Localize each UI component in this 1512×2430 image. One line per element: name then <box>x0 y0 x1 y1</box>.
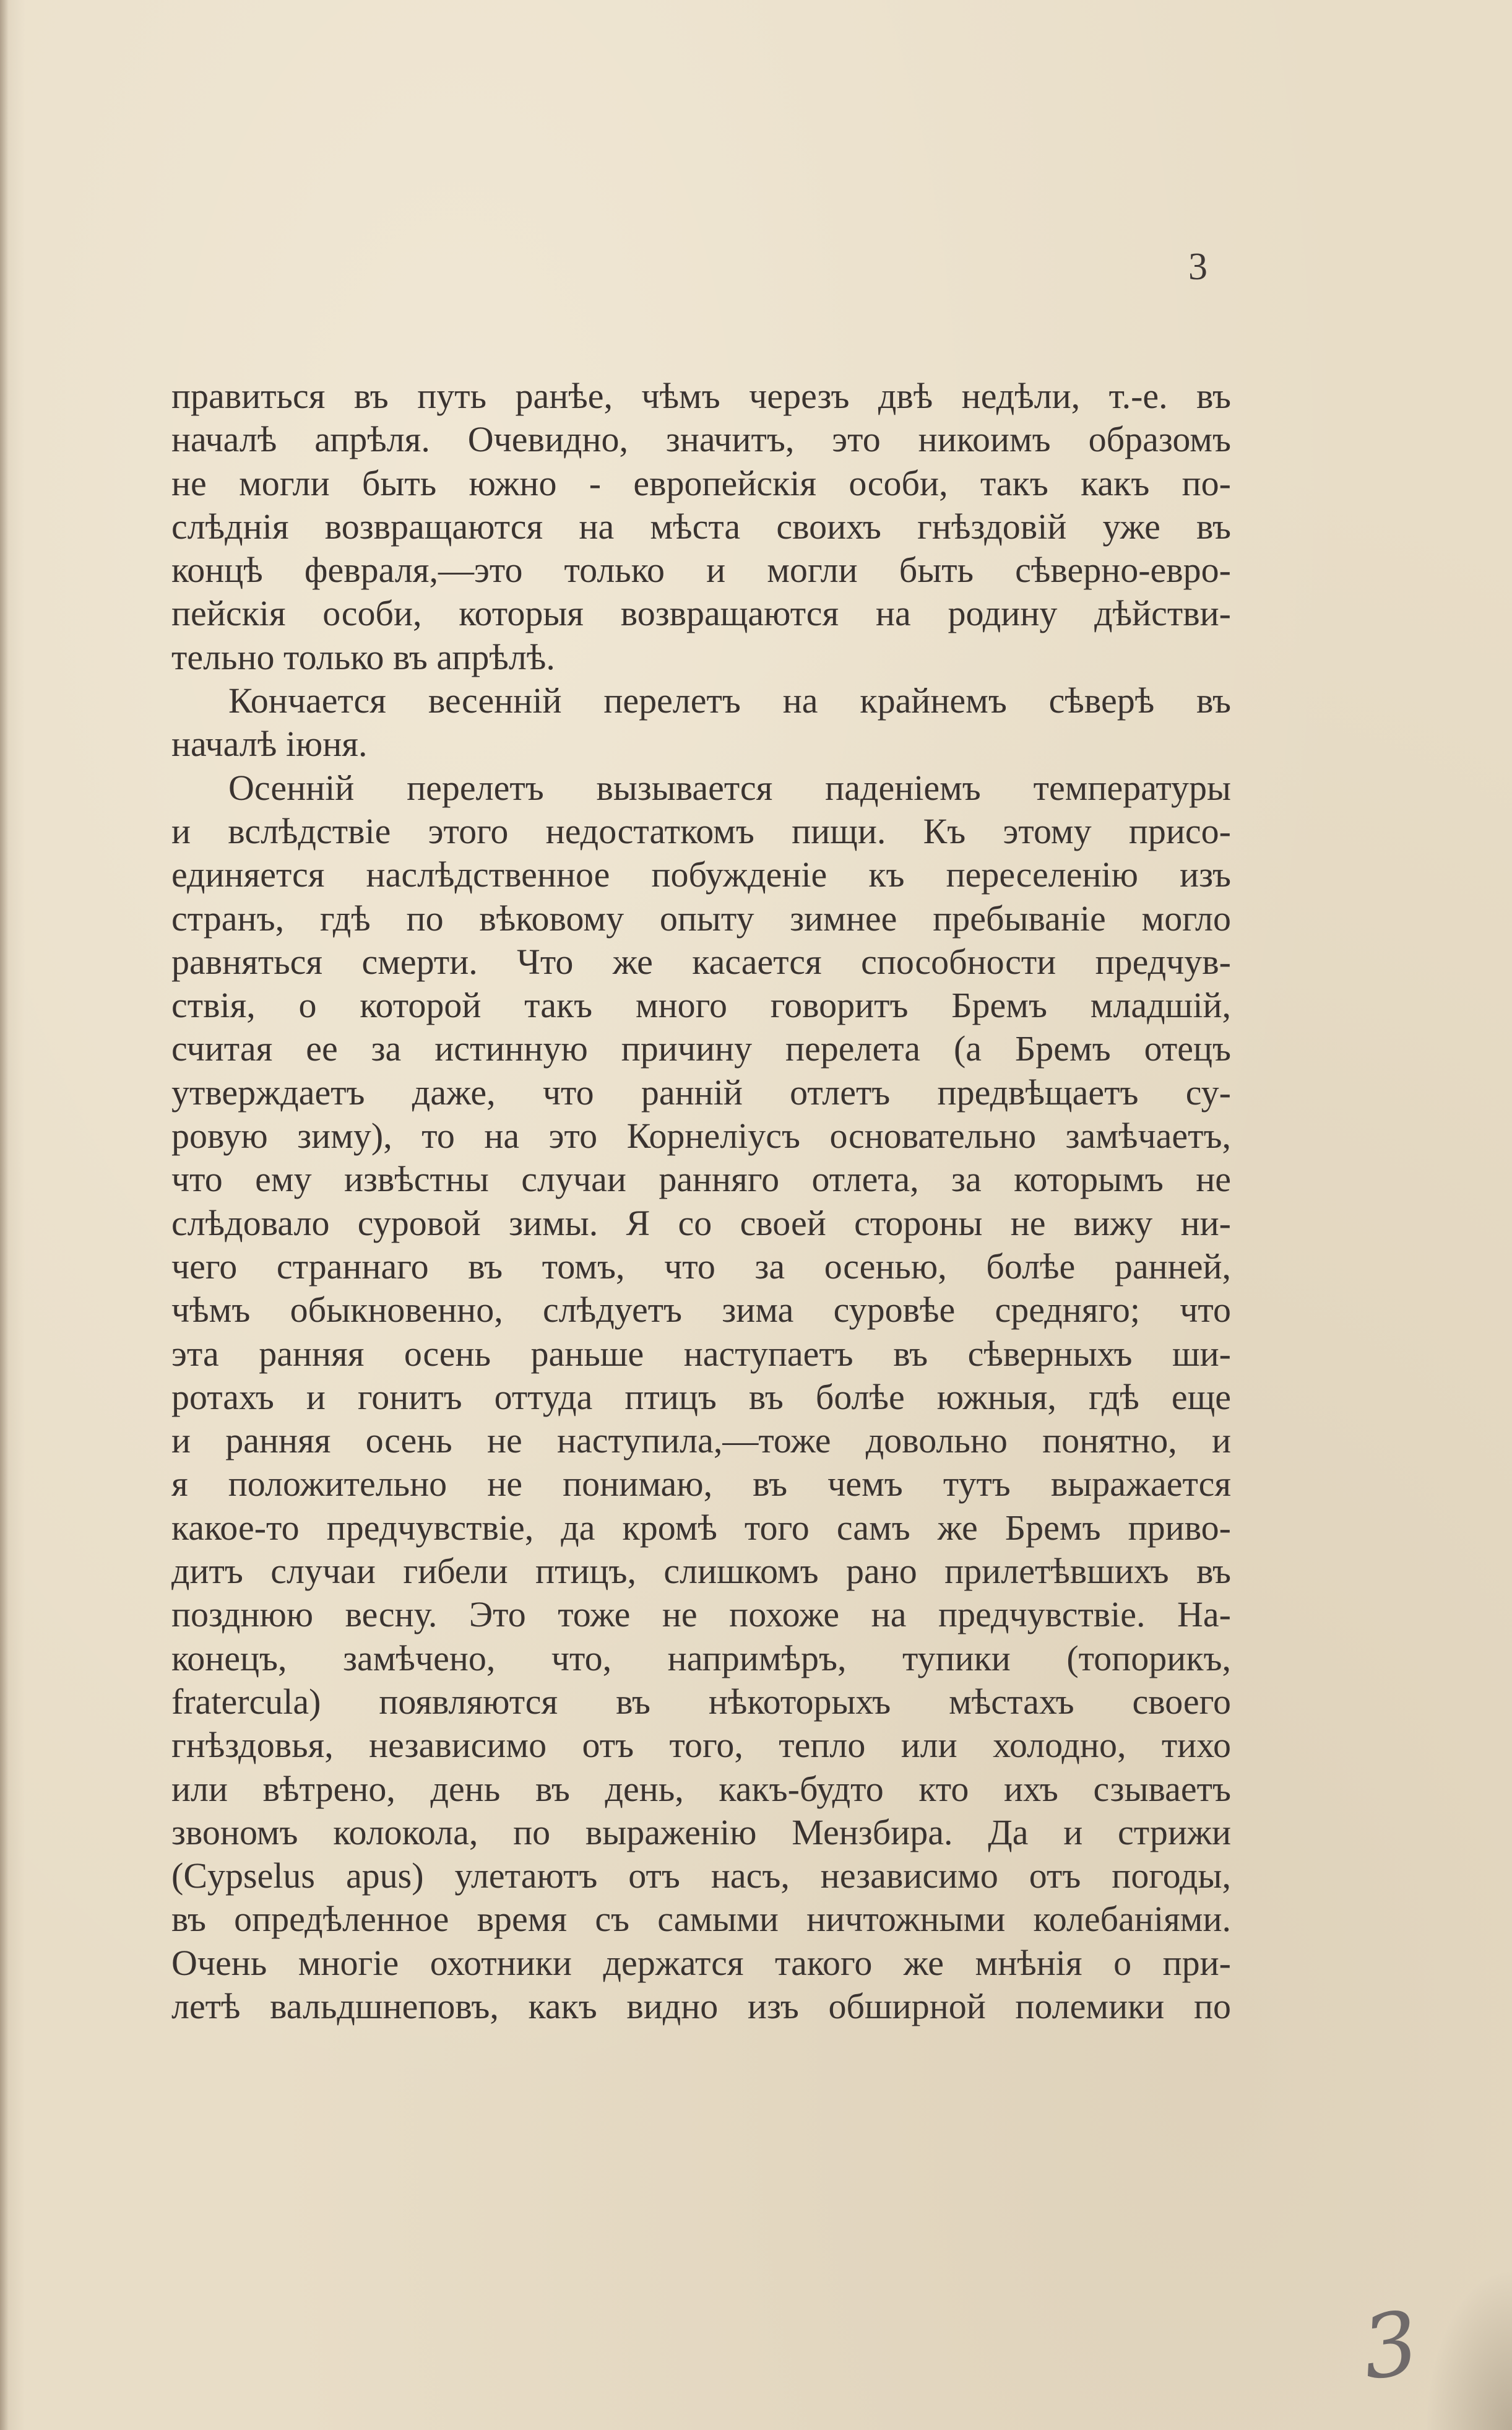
text-line: Очень многіе охотники держатся такого же мнѣнія о при- <box>171 1942 1231 1983</box>
text-line: fratercula) появляются въ нѣкоторыхъ мѣстахъ своего <box>171 1681 1231 1722</box>
text-line: единяется наслѣдственное побужденіе къ переселенію изъ <box>171 854 1231 895</box>
text-line: позднюю весну. Это тоже не похоже на предчувствіе. На- <box>171 1594 1231 1635</box>
text-line: равняться смерти. Что же касается способности предчув- <box>171 941 1231 982</box>
text-line: летѣ вальдшнеповъ, какъ видно изъ обширной полемики по <box>171 1985 1231 2026</box>
handwritten-page-mark: 3 <box>1356 2292 1425 2400</box>
text-line: или вѣтрено, день въ день, какъ-будто кто ихъ сзываетъ <box>171 1768 1231 1809</box>
text-line: чего страннаго въ томъ, что за осенью, болѣе ранней, <box>171 1246 1231 1287</box>
text-line: и ранняя осень не наступила,—тоже довольно понятно, и <box>171 1420 1231 1461</box>
text-line: конецъ, замѣчено, что, напримѣръ, тупики (топорикъ, <box>171 1638 1231 1678</box>
text-line: (Cypselus apus) улетаютъ отъ насъ, независимо отъ погоды, <box>171 1855 1231 1896</box>
text-line: концѣ февраля,—это только и могли быть сѣверно-евро- <box>171 550 1231 591</box>
text-line: не могли быть южно - европейскія особи, такъ какъ по- <box>171 462 1231 503</box>
text-line: слѣдовало суровой зимы. Я со своей стороны не вижу ни- <box>171 1202 1231 1243</box>
text-line: Осенній перелетъ вызывается паденіемъ температуры <box>228 767 1231 808</box>
text-line: какое-то предчувствіе, да кромѣ того самъ же Бремъ приво- <box>171 1507 1231 1548</box>
text-line: ровую зиму), то на это Корнеліусъ основательно замѣчаетъ, <box>171 1116 1231 1156</box>
text-line: чѣмъ обыкновенно, слѣдуетъ зима суровѣе средняго; что <box>171 1290 1231 1330</box>
text-line: началѣ іюня. <box>171 724 368 765</box>
text-line: правиться въ путь ранѣе, чѣмъ черезъ двѣ недѣли, т.-е. въ <box>171 376 1231 416</box>
text-line: тельно только въ апрѣлѣ. <box>171 636 555 677</box>
text-line: слѣднія возвращаются на мѣста своихъ гнѣздовій уже въ <box>171 506 1231 547</box>
text-line: я положительно не понимаю, въ чемъ тутъ выражается <box>171 1464 1231 1504</box>
text-line: ствія, о которой такъ много говоритъ Бремъ младшій, <box>171 985 1231 1026</box>
text-line: что ему извѣстны случаи ранняго отлета, за которымъ не <box>171 1159 1231 1200</box>
text-line: эта ранняя осень раньше наступаетъ въ сѣверныхъ ши- <box>171 1333 1231 1374</box>
text-line: въ опредѣленное время съ самыми ничтожными колебаніями. <box>171 1899 1231 1940</box>
text-line: утверждаетъ даже, что ранній отлетъ предвѣщаетъ су- <box>171 1072 1231 1113</box>
text-line: считая ее за истинную причину перелета (а Бремъ отецъ <box>171 1028 1231 1069</box>
text-line: и вслѣдствіе этого недостаткомъ пищи. Къ этому присо- <box>171 810 1231 851</box>
body-text <box>171 375 1231 2028</box>
text-line: странъ, гдѣ по вѣковому опыту зимнее пребываніе могло <box>171 898 1231 939</box>
page-number: 3 <box>1188 246 1207 288</box>
text-line: Кончается весенній перелетъ на крайнемъ сѣверѣ въ <box>228 680 1231 721</box>
text-line: началѣ апрѣля. Очевидно, значитъ, это никоимъ образомъ <box>171 419 1231 460</box>
text-line: дитъ случаи гибели птицъ, слишкомъ рано прилетѣвшихъ въ <box>171 1551 1231 1592</box>
text-line: гнѣздовья, независимо отъ того, тепло или холодно, тихо <box>171 1725 1231 1766</box>
text-line: ротахъ и гонитъ оттуда птицъ въ болѣе южныя, гдѣ еще <box>171 1376 1231 1417</box>
binding-edge-shadow <box>0 0 9 2430</box>
text-line: пейскія особи, которыя возвращаются на родину дѣйстви- <box>171 593 1231 634</box>
corner-wear <box>1425 2269 1512 2430</box>
text-line: звономъ колокола, по выраженію Мензбира. Да и стрижи <box>171 1812 1231 1852</box>
